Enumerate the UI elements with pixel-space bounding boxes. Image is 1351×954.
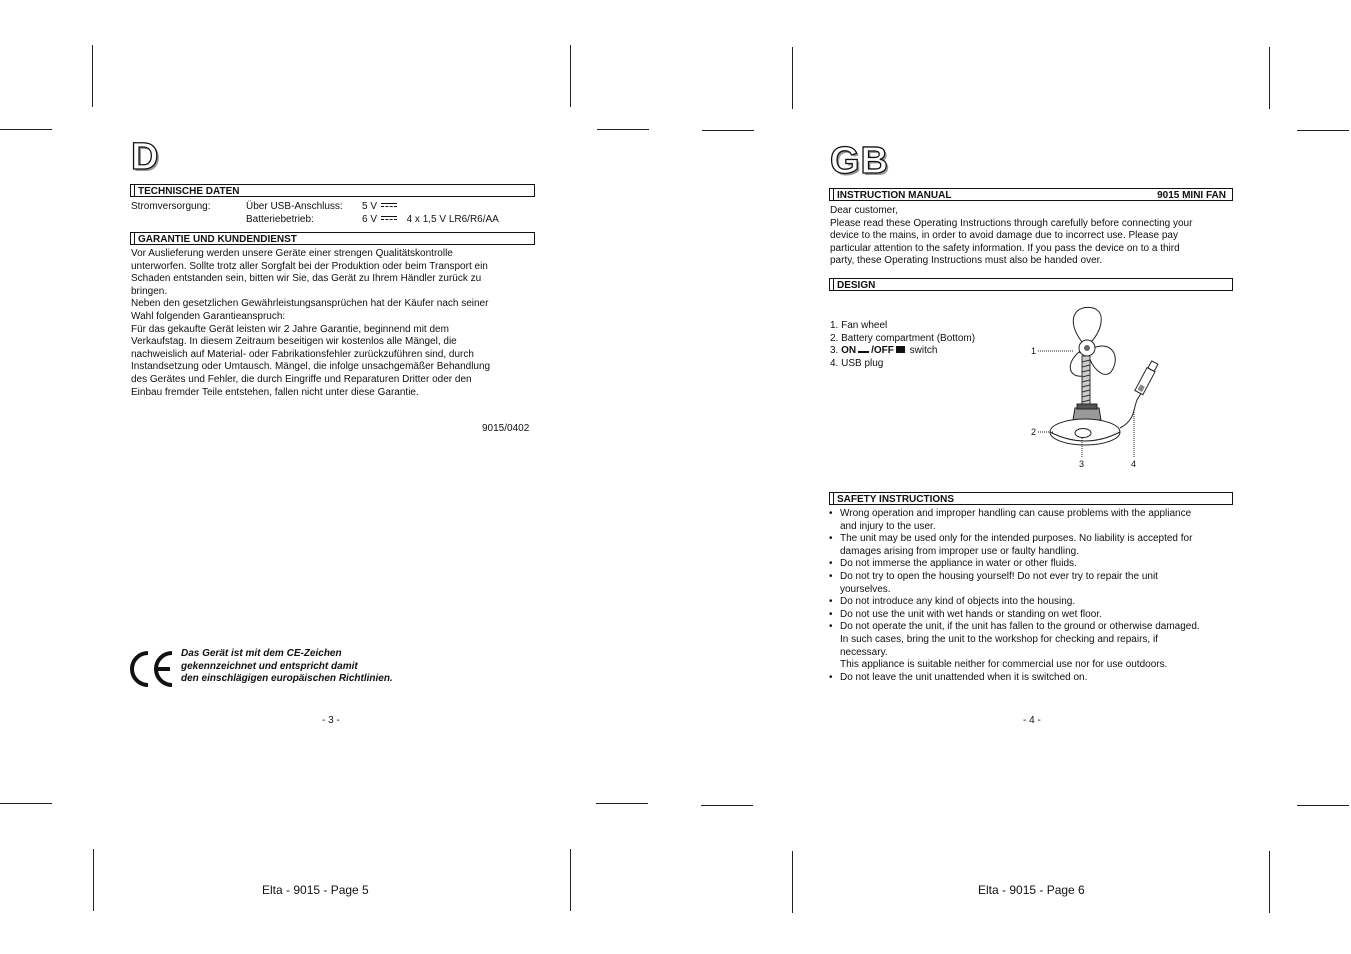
tech-header-label: TECHNISCHE DATEN — [138, 186, 240, 197]
safety-item: • Do not leave the unit unattended when it is switched on. — [829, 672, 1234, 685]
usb-voltage: 5 V — [362, 201, 378, 212]
warranty-text — [131, 248, 531, 399]
intro-line: party, these Operating Instructions must also be handed over. — [830, 255, 1103, 267]
manual-header-label: INSTRUCTION MANUAL — [837, 190, 952, 201]
battery-value — [362, 214, 499, 227]
design-header-label: DESIGN — [837, 280, 876, 291]
switch-on-icon — [858, 345, 869, 353]
warranty-line: Vor Auslieferung werden unsere Geräte einer strengen Qualitätskontrolle — [131, 248, 453, 259]
fan-illustration — [1025, 300, 1160, 472]
doc-code: 9015/0402 — [482, 423, 530, 434]
safety-item: yourselves. — [840, 583, 891, 595]
warranty-line: Schaden entstanden sein, bitten wir Sie, das Gerät zu Ihrem Händler zurück zu — [131, 273, 482, 285]
warranty-line: Einbau fremder Teile entstehen, fallen nicht unter diese Garantie. — [131, 386, 419, 398]
item-prefix: 3. — [830, 345, 842, 357]
diagram-label-2: 2 — [1031, 427, 1037, 437]
language-letter-gb: GB — [830, 140, 889, 182]
design-item: 1. Fan wheel — [830, 320, 888, 331]
diagram-label-4: 4 — [1131, 459, 1137, 469]
safety-item: • Do not operate the unit, if the unit has fallen to the ground or otherwise damaged. — [829, 621, 1234, 634]
warranty-line: Neben den gesetzlichen Gewährleistungsansprüchen hat der Käufer nach seiner — [131, 298, 489, 310]
model-label: 9015 MINI FAN — [1157, 190, 1226, 201]
battery-voltage: 6 V — [362, 214, 378, 225]
design-item — [830, 345, 975, 358]
warranty-line: Instandsetzung oder Umtausch. Mängel, die infolge unsachgemäßer Behandlung — [131, 361, 491, 373]
safety-header — [829, 492, 1233, 505]
battery-spec: 4 x 1,5 V LR6/R6/AA — [406, 214, 499, 225]
dc-symbol-icon — [381, 216, 397, 222]
switch-off-icon — [896, 346, 905, 353]
dc-symbol-icon — [381, 203, 397, 209]
usb-value — [362, 201, 398, 214]
safety-item: In such cases, bring the unit to the workshop for checking and repairs, if — [840, 633, 1158, 645]
safety-item: and injury to the user. — [840, 520, 936, 532]
warranty-line: nachweislich auf Material- oder Fabrikationsfehler zurückzuführen sind, durch — [131, 348, 474, 360]
intro-text — [830, 205, 1230, 268]
item-suffix: switch — [906, 345, 938, 357]
design-item: 2. Battery compartment (Bottom) — [830, 332, 976, 344]
warranty-line: des Gerätes und Fehler, die durch Eingriffe und Reparaturen Dritter oder den — [131, 373, 472, 385]
ce-line: Das Gerät ist mit dem CE-Zeichen — [181, 648, 342, 659]
safety-item: damages arising from improper use or faulty handling. — [840, 545, 1080, 557]
safety-item: This appliance is suitable neither for commercial use nor for use outdoors. — [840, 659, 1168, 671]
design-list — [830, 320, 975, 370]
page-footer: Elta - 9015 - Page 6 — [978, 883, 1085, 897]
warranty-line: bringen. — [131, 285, 168, 297]
tech-header — [130, 184, 535, 197]
intro-line: particular attention to the safety information. If you pass the device on to a third — [830, 242, 1180, 254]
intro-line: device to the mains, in order to avoid damage due to incorrect use. Please pay — [830, 230, 1178, 242]
diagram-label-3: 3 — [1079, 459, 1085, 469]
battery-label: Batteriebetrieb: — [246, 214, 314, 225]
safety-list — [829, 508, 1234, 684]
off-label: /OFF — [871, 345, 894, 357]
warranty-line: unterworfen. Sollte trotz aller Sorgfalt bei der Produktion oder beim Transport ein — [131, 260, 488, 272]
ce-line: gekennzeichnet und entspricht damit — [181, 660, 358, 672]
safety-item: • The unit may be used only for the intended purposes. No liability is accepted for — [829, 533, 1234, 546]
ce-statement — [181, 648, 393, 686]
warranty-line: Wahl folgenden Garantieanspruch: — [131, 310, 286, 322]
on-label: ON — [841, 345, 857, 357]
safety-header-label: SAFETY INSTRUCTIONS — [837, 494, 955, 505]
warranty-header-label: GARANTIE UND KUNDENDIENST — [138, 234, 297, 245]
ce-line: den einschlägigen europäischen Richtlinien. — [181, 673, 393, 685]
language-letter-d: D — [131, 136, 160, 178]
manual-header — [829, 188, 1233, 201]
safety-item: necessary. — [840, 646, 888, 658]
safety-item: • Do not immerse the appliance in water or other fluids. — [829, 558, 1234, 571]
warranty-line: Verkaufstag. In diesem Zeitraum beseitigen wir kostenlos alle Mängel, die — [131, 336, 457, 348]
warranty-header — [130, 232, 535, 245]
page-number: - 4 - — [1023, 715, 1041, 726]
diagram-label-1: 1 — [1031, 346, 1037, 356]
ce-mark-icon — [129, 650, 177, 688]
tech-label: Stromversorgung: — [131, 201, 211, 212]
warranty-line: Für das gekaufte Gerät leisten wir 2 Jahre Garantie, beginnend mit dem — [131, 323, 449, 335]
design-item: 4. USB plug — [830, 357, 884, 369]
intro-line: Dear customer, — [830, 205, 898, 216]
safety-item: • Wrong operation and improper handling can cause problems with the appliance — [829, 508, 1234, 521]
intro-line: Please read these Operating Instructions through carefully before connecting your — [830, 217, 1193, 229]
fan-diagram — [1025, 300, 1160, 472]
safety-item: • Do not introduce any kind of objects into the housing. — [829, 596, 1234, 609]
safety-item: • Do not use the unit with wet hands or standing on wet floor. — [829, 609, 1234, 622]
safety-item: • Do not try to open the housing yourself! Do not ever try to repair the unit — [829, 571, 1234, 584]
page-footer: Elta - 9015 - Page 5 — [262, 883, 369, 897]
usb-label: Über USB-Anschluss: — [246, 201, 343, 212]
page-number: - 3 - — [322, 715, 340, 726]
design-header — [829, 278, 1233, 291]
